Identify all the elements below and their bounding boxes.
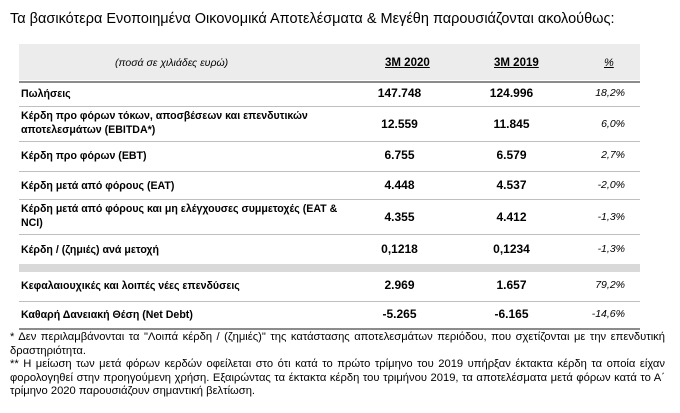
row-label: Πωλήσεις bbox=[21, 88, 71, 100]
row-value-2020: 4.355 bbox=[384, 210, 415, 224]
row-value-2019: 4.537 bbox=[496, 178, 527, 192]
table-row bbox=[19, 201, 640, 233]
row-value-2019: 1.657 bbox=[496, 278, 527, 292]
footnote-eat: ** Η μείωση των μετά φόρων κερδών οφείλεται στο ότι κατά το πρώτο τρίμηνο του 2019 υπήρξαν έκτακτα κέρδη τα οποία είχαν φορολογηθεί στην προηγούμενη χρήση. Εξαιρώντας τα έκτακτα κέρδη του τριμήνου 2019, τα αποτελέσματα μετά φόρων κατά το Α΄ τρίμηνο 2020 παρουσιάζουν σημαντική βελτίωση. bbox=[10, 358, 665, 397]
row-value-2019: 0,1234 bbox=[493, 242, 530, 256]
header-3m-2019: 3M 2019 bbox=[494, 57, 539, 69]
row-percent: -1,3% bbox=[597, 243, 625, 255]
footnote-ebitda: * Δεν περιλαμβάνονται τα "Λοιπά κέρδη / (ζημιές)" της κατάστασης αποτελεσμάτων περιόδου, που σχετίζονται με την επενδυτική δραστηριότητα. bbox=[10, 331, 665, 357]
row-divider bbox=[19, 301, 640, 302]
row-divider bbox=[19, 141, 640, 142]
row-value-2020: 147.748 bbox=[377, 86, 422, 100]
table-row bbox=[19, 236, 640, 262]
row-value-2019: 6.579 bbox=[496, 148, 527, 162]
row-value-2020: 6.755 bbox=[384, 148, 415, 162]
header-divider bbox=[19, 81, 640, 83]
row-divider bbox=[19, 234, 640, 235]
row-percent: -2,0% bbox=[597, 179, 625, 191]
row-label: Κέρδη / (ζημιές) ανά μετοχή bbox=[21, 244, 159, 256]
table-row bbox=[19, 84, 640, 104]
footnotes bbox=[10, 331, 665, 399]
row-percent: -14,6% bbox=[591, 308, 625, 320]
row-percent: -1,3% bbox=[597, 211, 625, 223]
row-value-2019: 124.996 bbox=[489, 86, 534, 100]
row-percent: 6,0% bbox=[601, 118, 625, 130]
row-value-2019: 11.845 bbox=[493, 117, 530, 131]
row-percent: 18,2% bbox=[595, 87, 625, 99]
header-3m-2020: 3M 2020 bbox=[385, 57, 430, 69]
row-value-2020: 12.559 bbox=[381, 117, 418, 131]
header-units-label: (ποσά σε χιλιάδες ευρώ) bbox=[115, 57, 229, 69]
row-percent: 79,2% bbox=[595, 279, 625, 291]
section-band bbox=[19, 264, 640, 272]
row-divider bbox=[19, 199, 640, 200]
row-value-2020: 2.969 bbox=[384, 278, 415, 292]
financial-results-table bbox=[19, 44, 640, 321]
header-percent: % bbox=[604, 57, 614, 69]
row-value-2019: 4.412 bbox=[496, 210, 527, 224]
row-label: Κέρδη μετά από φόρους και μη ελέγχουσες συμμετοχές (EAT & NCI) bbox=[21, 203, 338, 229]
table-row bbox=[19, 173, 640, 197]
row-value-2020: 4.448 bbox=[384, 178, 415, 192]
row-label: Καθαρή Δανειακή Θέση (Net Debt) bbox=[21, 309, 193, 321]
row-label: Κεφαλαιουχικές και λοιπές νέες επενδύσεις bbox=[21, 280, 240, 292]
table-row bbox=[19, 303, 640, 327]
row-label: Κέρδη προ φόρων τόκων, αποσβέσεων και επενδυτικών αποτελεσμάτων (EBITDA*) bbox=[21, 110, 308, 136]
table-row bbox=[19, 274, 640, 298]
table-bottom-border bbox=[19, 328, 640, 330]
row-divider bbox=[19, 171, 640, 172]
table-header bbox=[19, 44, 640, 80]
row-label: Κέρδη μετά από φόρους (EAT) bbox=[21, 180, 175, 192]
table-row bbox=[19, 143, 640, 167]
intro-text: Τα βασικότερα Ενοποιημένα Οικονομικά Αποτελέσματα & Μεγέθη παρουσιάζονται ακολούθως: bbox=[10, 11, 615, 27]
row-value-2020: 0,1218 bbox=[381, 242, 418, 256]
row-value-2020: -5.265 bbox=[382, 307, 417, 321]
row-value-2019: -6.165 bbox=[494, 307, 529, 321]
row-label: Κέρδη προ φόρων (EBT) bbox=[21, 150, 147, 162]
row-percent: 2,7% bbox=[601, 149, 625, 161]
table-row bbox=[19, 108, 640, 140]
row-divider bbox=[19, 106, 640, 107]
